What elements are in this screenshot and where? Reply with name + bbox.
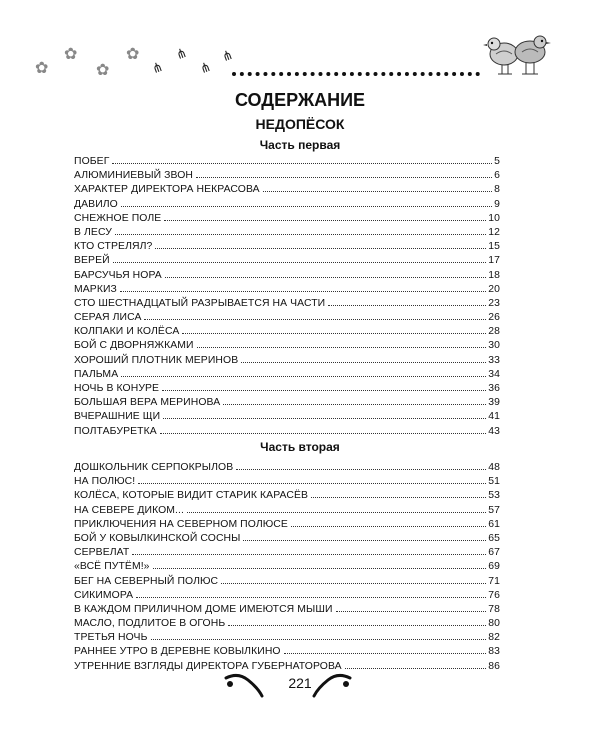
toc-entry-page: 12 [488, 226, 500, 238]
toc-entry-page: 33 [488, 354, 500, 366]
toc-leader-dots [163, 418, 486, 419]
toc-entry [74, 156, 500, 170]
toc-entry-page: 9 [494, 198, 500, 210]
toc-entry-title: СЕРВЕЛАТ [74, 547, 130, 559]
toc-entry [74, 604, 500, 618]
toc-entry-page: 8 [494, 184, 500, 196]
page-header [0, 0, 600, 90]
toc-entry-page: 80 [488, 618, 500, 630]
toc-entry-page: 71 [488, 575, 500, 587]
toc-entry-page: 15 [488, 241, 500, 253]
toc-entry [74, 490, 500, 504]
toc-entry-title: ВЕРЕЙ [74, 255, 110, 267]
bird-track-icon: ⋔ [149, 58, 165, 77]
toc-entry [74, 632, 500, 646]
toc-entry-page: 61 [488, 518, 500, 530]
toc-leader-dots [120, 291, 486, 292]
toc-entry [74, 312, 500, 326]
toc-entry [74, 369, 500, 383]
toc-entry-page: 53 [488, 490, 500, 502]
toc-entry-title: ТРЕТЬЯ НОЧЬ [74, 632, 148, 644]
toc-entry-title: КОЛЁСА, КОТОРЫЕ ВИДИТ СТАРИК КАРАСЁВ [74, 490, 309, 502]
toc-entry-page: 82 [488, 632, 500, 644]
toc-leader-dots [153, 568, 487, 569]
toc-entry-title: СИКИМОРА [74, 589, 134, 601]
toc-entry [74, 326, 500, 340]
toc-leader-dots [311, 497, 486, 498]
toc-entry [74, 519, 500, 533]
toc-entry-title: ПРИКЛЮЧЕНИЯ НА СЕВЕРНОМ ПОЛЮСЕ [74, 518, 288, 530]
toc-leader-dots [138, 483, 486, 484]
toc-leader-dots [136, 597, 486, 598]
toc-entry-title: ХОРОШИЙ ПЛОТНИК МЕРИНОВ [74, 354, 239, 366]
paw-print-icon: ✿ [35, 60, 49, 77]
toc-entry-title: БАРСУЧЬЯ НОРА [74, 269, 162, 281]
toc-entry-title: МАСЛО, ПОДЛИТОЕ В ОГОНЬ [74, 618, 226, 630]
toc-leader-dots [241, 362, 486, 363]
toc-entry-page: 57 [488, 504, 500, 516]
toc-entry-title: УТРЕННИЕ ВЗГЛЯДЫ ДИРЕКТОРА ГУБЕРНАТОРОВА [74, 660, 342, 672]
toc-entry [74, 284, 500, 298]
toc-entry-page: 51 [488, 476, 500, 488]
toc-entry-page: 23 [488, 297, 500, 309]
page-footer [0, 664, 600, 704]
toc-entry-page: 34 [488, 368, 500, 380]
toc-entry [74, 505, 500, 519]
part-title: Часть первая [259, 138, 341, 152]
toc-entry [74, 397, 500, 411]
toc-leader-dots [197, 347, 487, 348]
toc-entry-title: ПАЛЬМА [74, 368, 119, 380]
toc-entry [74, 383, 500, 397]
toc-entry-title: «ВСЁ ПУТЁМ!» [74, 561, 150, 573]
toc-leader-dots [121, 376, 486, 377]
toc-entry [74, 561, 500, 575]
toc-entry [74, 199, 500, 213]
paw-print-icon: ✿ [96, 62, 110, 79]
toc-entry-page: 5 [494, 156, 500, 167]
bird-track-icon: ⋔ [173, 44, 189, 63]
toc-leader-dots [144, 319, 486, 320]
toc-entry [74, 476, 500, 490]
toc-leader-dots [115, 234, 486, 235]
toc-entry-page: 20 [488, 283, 500, 295]
toc-leader-dots [121, 206, 492, 207]
toc-entry-title: ДОШКОЛЬНИК СЕРПОКРЫЛОВ [74, 462, 234, 473]
toc-entry-title: ДАВИЛО [74, 198, 118, 210]
part-title: Часть вторая [260, 440, 340, 454]
paw-print-icon: ✿ [126, 46, 140, 63]
toc-leader-dots [187, 512, 486, 513]
toc-entry [74, 646, 500, 660]
toc-list-part1 [74, 156, 500, 440]
toc-entry-title: БОЙ У КОВЫЛКИНСКОЙ СОСНЫ [74, 532, 241, 544]
toc-entry-page: 10 [488, 212, 500, 224]
bird-track-icon: ⋔ [219, 46, 235, 65]
toc-leader-dots [132, 554, 486, 555]
toc-entry-page: 6 [494, 170, 500, 182]
toc-entry-page: 83 [488, 646, 500, 658]
toc-entry-page: 26 [488, 312, 500, 324]
toc-entry [74, 355, 500, 369]
toc-leader-dots [155, 248, 486, 249]
toc-entry-page: 30 [488, 340, 500, 352]
toc-leader-dots [243, 540, 486, 541]
toc-entry [74, 590, 500, 604]
toc-leader-dots [165, 277, 486, 278]
toc-entry-title: НА СЕВЕРЕ ДИКОМ... [74, 504, 185, 516]
toc-leader-dots [164, 220, 486, 221]
toc-entry-title: БОЛЬШАЯ ВЕРА МЕРИНОВА [74, 397, 221, 409]
toc-entry-page: 76 [488, 589, 500, 601]
toc-entry-page: 41 [488, 411, 500, 423]
toc-leader-dots [221, 583, 486, 584]
toc-entry-title: ПОЛТАБУРЕТКА [74, 425, 157, 437]
header-dotted-line [232, 72, 480, 76]
toc-entry-page: 43 [488, 425, 500, 437]
toc-entry [74, 227, 500, 241]
toc-entry [74, 533, 500, 547]
toc-entry-page: 18 [488, 269, 500, 281]
page-number: 221 [288, 675, 312, 691]
toc-entry [74, 618, 500, 632]
toc-leader-dots [284, 653, 487, 654]
toc-entry-title: СЕРАЯ ЛИСА [74, 312, 142, 324]
toc-entry-title: ХАРАКТЕР ДИРЕКТОРА НЕКРАСОВА [74, 184, 260, 196]
toc-entry [74, 241, 500, 255]
toc-leader-dots [336, 611, 487, 612]
right-ornament-icon [312, 670, 352, 698]
toc-entry-title: В ЛЕСУ [74, 226, 112, 238]
toc-leader-dots [291, 526, 486, 527]
toc-entry-page: 28 [488, 326, 500, 338]
toc-entry-title: ВЧЕРАШНИЕ ЩИ [74, 411, 161, 423]
toc-entry-page: 65 [488, 532, 500, 544]
toc-entry [74, 462, 500, 476]
toc-entry [74, 170, 500, 184]
toc-entry-title: БОЙ С ДВОРНЯЖКАМИ [74, 340, 194, 352]
toc-entry-title: ПОБЕГ [74, 156, 110, 167]
toc-entry [74, 298, 500, 312]
toc-entry [74, 270, 500, 284]
toc-entry-title: РАННЕЕ УТРО В ДЕРЕВНЕ КОВЫЛКИНО [74, 646, 281, 658]
toc-entry [74, 547, 500, 561]
toc-leader-dots [151, 639, 487, 640]
toc-entry-page: 48 [488, 462, 500, 473]
toc-leader-dots [196, 177, 492, 178]
toc-entry-page: 36 [488, 383, 500, 394]
toc-leader-dots [113, 262, 487, 263]
toc-entry-title: СНЕЖНОЕ ПОЛЕ [74, 212, 162, 224]
birds-illustration-icon [482, 26, 552, 78]
toc-entry [74, 576, 500, 590]
toc-entry-title: АЛЮМИНИЕВЫЙ ЗВОН [74, 170, 194, 182]
toc-entry-title: КТО СТРЕЛЯЛ? [74, 241, 153, 253]
toc-entry-page: 17 [488, 255, 500, 267]
toc-entry-page: 86 [488, 660, 500, 672]
toc-entry-page: 39 [488, 397, 500, 409]
toc-entry-page: 67 [488, 547, 500, 559]
toc-entry-title: НОЧЬ В КОНУРЕ [74, 383, 160, 394]
toc-leader-dots [236, 469, 486, 470]
toc-list-part2 [74, 462, 500, 675]
toc-entry-title: БЕГ НА СЕВЕРНЫЙ ПОЛЮС [74, 575, 219, 587]
book-title: НЕДОПЁСОК [255, 116, 345, 132]
toc-entry [74, 213, 500, 227]
toc-entry [74, 426, 500, 440]
toc-leader-dots [182, 333, 486, 334]
toc-entry-page: 69 [488, 561, 500, 573]
toc-leader-dots [263, 191, 492, 192]
toc-leader-dots [228, 625, 486, 626]
toc-leader-dots [112, 163, 492, 164]
bird-track-icon: ⋔ [197, 58, 213, 77]
toc-entry [74, 255, 500, 269]
toc-entry [74, 340, 500, 354]
toc-entry-title: КОЛПАКИ И КОЛЁСА [74, 326, 180, 338]
toc-entry-title: МАРКИЗ [74, 283, 117, 295]
toc-entry-title: В КАЖДОМ ПРИЛИЧНОМ ДОМЕ ИМЕЮТСЯ МЫШИ [74, 603, 333, 615]
page-title: СОДЕРЖАНИЕ [234, 90, 366, 110]
toc-leader-dots [328, 305, 486, 306]
toc-entry [74, 411, 500, 425]
toc-leader-dots [223, 404, 486, 405]
toc-entry-title: НА ПОЛЮС! [74, 476, 136, 488]
toc-entry-page: 78 [488, 603, 500, 615]
paw-print-icon: ✿ [64, 46, 78, 63]
toc-leader-dots [162, 390, 486, 391]
toc-leader-dots [160, 433, 486, 434]
toc-entry-title: СТО ШЕСТНАДЦАТЫЙ РАЗРЫВАЕТСЯ НА ЧАСТИ [74, 297, 326, 309]
toc-entry [74, 184, 500, 198]
